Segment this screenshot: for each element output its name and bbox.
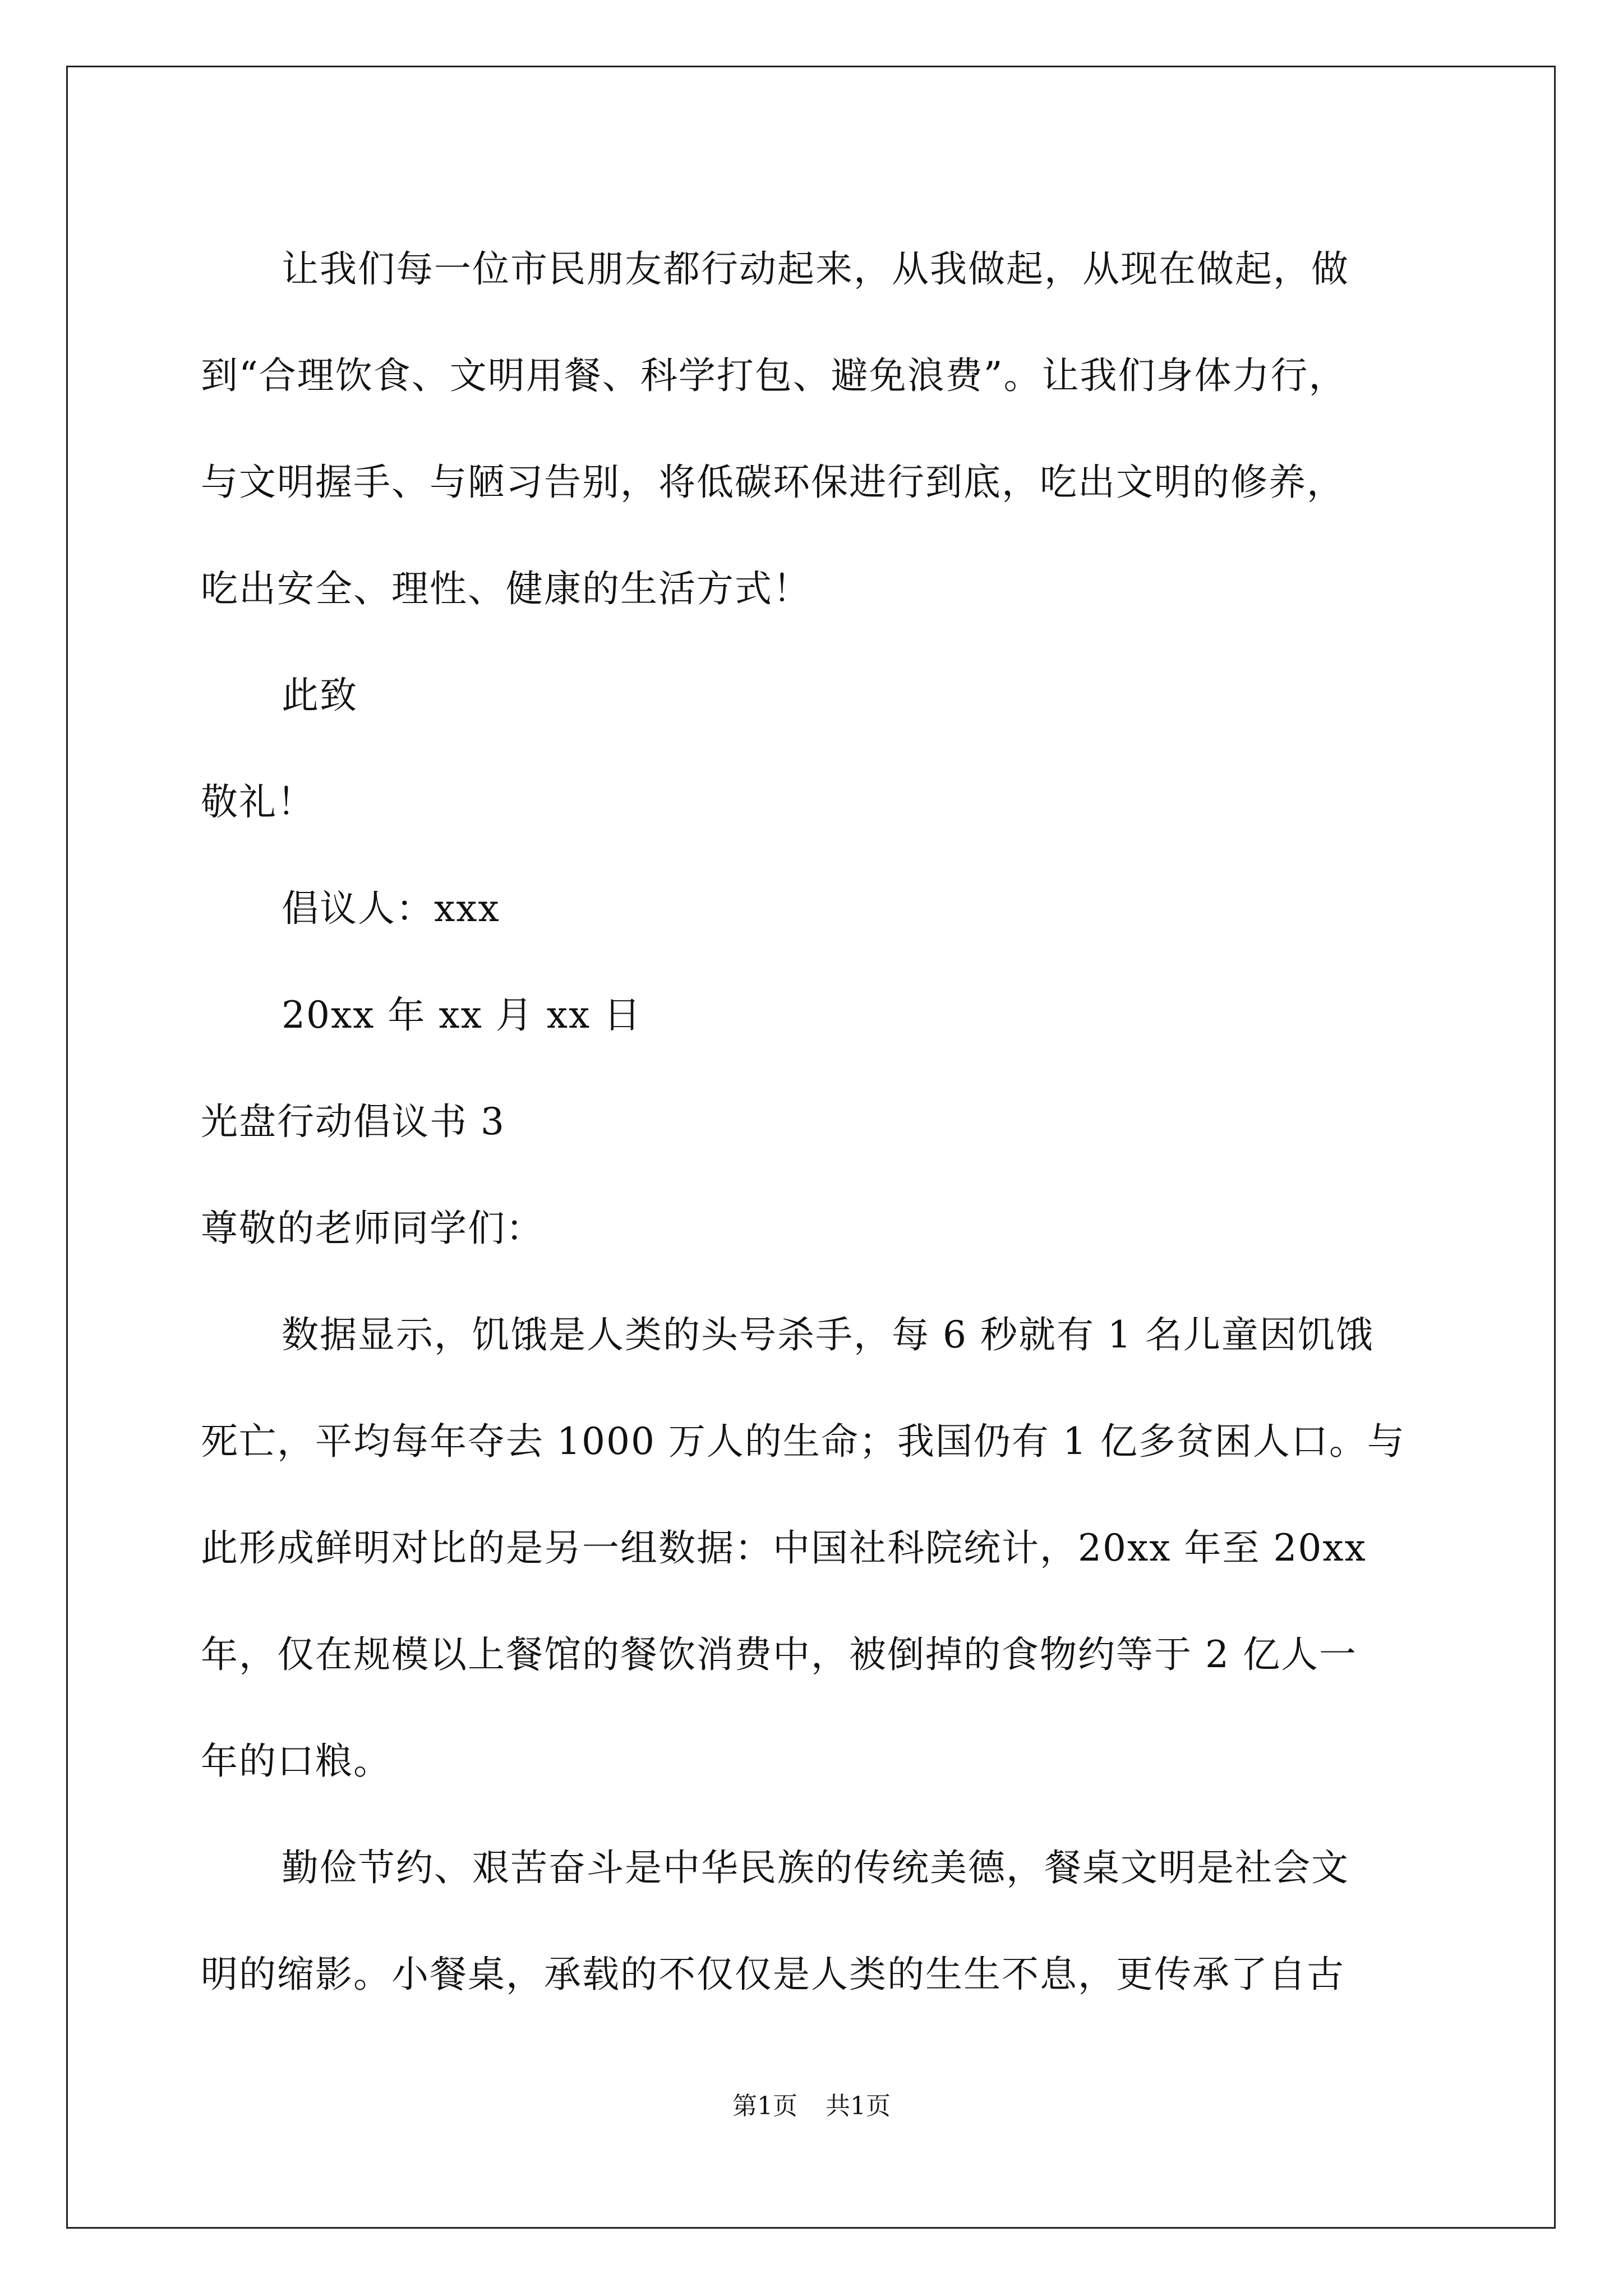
paragraph-line: 让我们每一位市民朋友都行动起来，从我做起，从现在做起，做 <box>282 247 1349 291</box>
page-number-current: 第1页 <box>732 2092 797 2120</box>
signatory: 倡议人：xxx <box>282 887 500 930</box>
paragraph-line: 到“合理饮食、文明用餐、科学打包、避免浪费”。让我们身体力行， <box>201 354 1347 397</box>
section-title: 光盘行动倡议书 3 <box>201 1100 505 1143</box>
paragraph-line: 此形成鲜明对比的是另一组数据：中国社科院统计，20xx 年至 20xx <box>201 1526 1367 1570</box>
page-number-total: 共1页 <box>826 2092 891 2120</box>
date-line: 20xx 年 xx 月 xx 日 <box>282 993 642 1037</box>
paragraph-line: 吃出安全、理性、健康的生活方式！ <box>201 567 811 610</box>
paragraph-line: 与文明握手、与陋习告别，将低碳环保进行到底，吃出文明的修养， <box>201 461 1345 504</box>
closing-regards: 敬礼！ <box>201 780 315 823</box>
paragraph-line: 勤俭节约、艰苦奋斗是中华民族的传统美德，餐桌文明是社会文 <box>282 1846 1349 1889</box>
paragraph-line: 年，仅在规模以上餐馆的餐饮消费中，被倒掉的食物约等于 2 亿人一 <box>201 1633 1357 1676</box>
document-body <box>201 216 1435 2028</box>
page-footer <box>0 2086 1623 2122</box>
paragraph-line: 明的缩影。小餐桌，承载的不仅仅是人类的生生不息，更传承了自古 <box>201 1953 1345 1996</box>
greeting: 尊敬的老师同学们： <box>201 1207 544 1250</box>
closing-salutation: 此致 <box>282 674 358 717</box>
paragraph-line: 死亡，平均每年夺去 1000 万人的生命；我国仍有 1 亿多贫困人口。与 <box>201 1420 1405 1463</box>
paragraph-line: 年的口粮。 <box>201 1740 391 1783</box>
paragraph-line: 数据显示，饥饿是人类的头号杀手，每 6 秒就有 1 名儿童因饥饿 <box>282 1313 1374 1356</box>
